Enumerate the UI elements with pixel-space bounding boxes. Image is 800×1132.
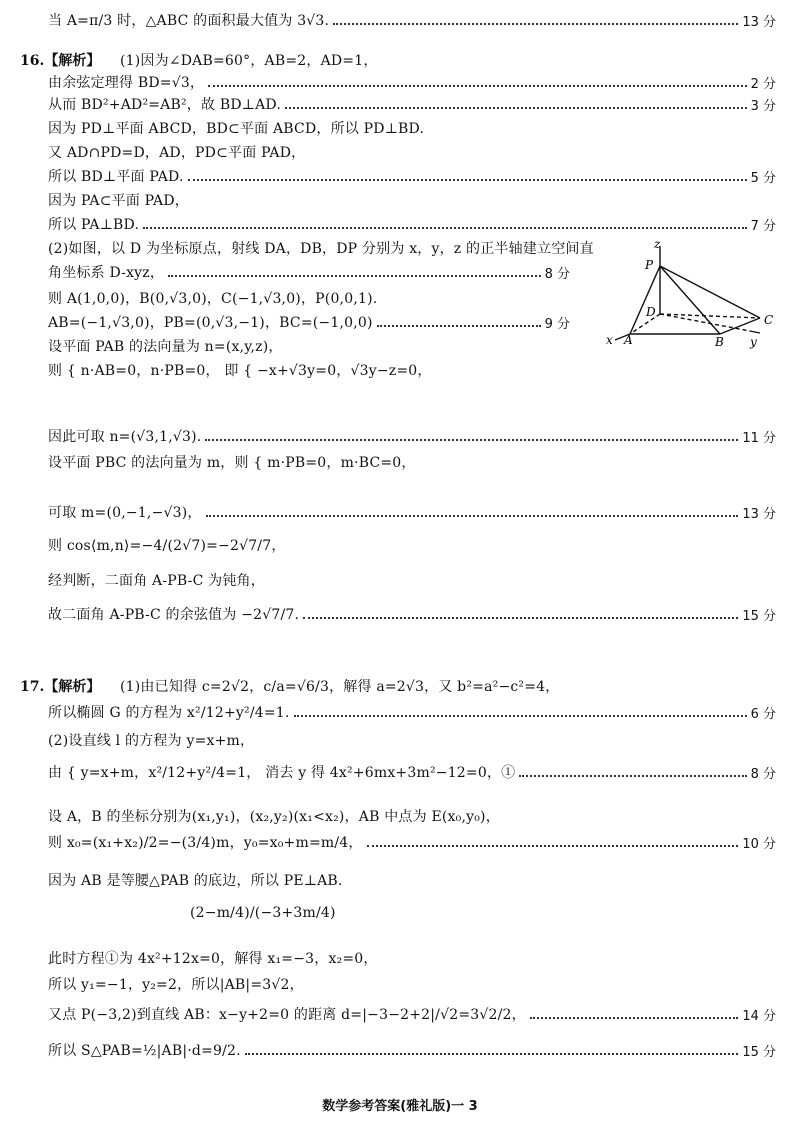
solution-line-text: 因为 AB 是等腰△PAB 的底边，所以 PE⊥AB. xyxy=(48,873,343,889)
solution-line xyxy=(120,676,776,696)
dotted-leader xyxy=(143,227,746,229)
problem-17-number: 17.【解析】 xyxy=(20,679,101,695)
edge-PC xyxy=(660,266,760,318)
figure-label-z: z xyxy=(654,237,661,251)
figure-label-A: A xyxy=(624,333,633,347)
score-label: 15 分 xyxy=(742,608,776,624)
score-label: 9 分 xyxy=(544,316,570,332)
solution-line-text: 设 A，B 的坐标分别为(x₁,y₁)，(x₂,y₂)(x₁<x₂)，AB 中点为 E(x₀,y₀)， xyxy=(48,809,500,825)
score-label: 7 分 xyxy=(750,218,776,234)
solution-line xyxy=(48,118,776,138)
solution-line-text: 由余弦定理得 BD=√3， xyxy=(48,75,205,91)
solution-line-text: 由 { y=x+m，x²/12+y²/4=1， 消去 y 得 4x²+6mx+3m²−12=0，① xyxy=(48,765,516,781)
solution-line-text: (2)如图，以 D 为坐标原点，射线 DA，DB，DP 分别为 x，y，z 的正半轴建立空间直 xyxy=(48,241,594,257)
dotted-leader xyxy=(168,275,541,277)
score-label: 15 分 xyxy=(742,1044,776,1060)
solution-line-text: AB=(−1,√3,0)，PB=(0,√3,−1)，BC=(−1,0,0) xyxy=(48,315,373,331)
solution-line-text: (1)由已知得 c=2√2，c/a=√6/3，解得 a=2√3，又 b²=a²−c²=4， xyxy=(120,679,560,695)
solution-line-text: 所以 y₁=−1，y₂=2，所以|AB|=3√2， xyxy=(48,977,304,993)
figure-label-D: D xyxy=(646,305,656,319)
solution-line xyxy=(48,190,776,210)
solution-line-text: 所以 S△PAB=½|AB|·d=9/2. xyxy=(48,1043,241,1059)
solution-line-text: 因为 PD⊥平面 ABCD，BD⊂平面 ABCD，所以 PD⊥BD. xyxy=(48,121,425,137)
dotted-leader xyxy=(245,1053,739,1055)
solution-line-text: 又点 P(−3,2)到直线 AB：x−y+2=0 的距离 d=|−3−2+2|/√2=3√2/2， xyxy=(48,1007,526,1023)
score-label: 8 分 xyxy=(544,266,570,282)
dotted-leader xyxy=(303,617,738,619)
solution-line xyxy=(48,832,776,852)
dotted-leader xyxy=(285,107,747,109)
solution-line xyxy=(48,762,776,782)
score-label: 14 分 xyxy=(742,1008,776,1024)
solution-line-text: 设平面 PAB 的法向量为 n=(x,y,z)， xyxy=(48,339,283,355)
solution-line xyxy=(48,360,776,380)
solution-line-text: 所以 PA⊥BD. xyxy=(48,217,140,233)
dotted-leader xyxy=(530,1017,738,1019)
solution-line xyxy=(48,452,776,472)
solution-line xyxy=(48,1040,776,1060)
score-label: 6 分 xyxy=(750,706,776,722)
solution-line xyxy=(48,570,776,590)
score-label: 3 分 xyxy=(750,98,776,114)
solution-line-text: 所以 BD⊥平面 PAD. xyxy=(48,169,184,185)
solution-line-text: 角坐标系 D-xyz， xyxy=(48,265,165,281)
score-label: 5 分 xyxy=(750,170,776,186)
solution-line-text: 则 cos⟨m,n⟩=−4/(2√7)=−2√7/7， xyxy=(48,538,286,554)
score-label: 11 分 xyxy=(742,430,776,446)
solution-line-text: 从而 BD²+AD²=AB²，故 BD⊥AD. xyxy=(48,97,282,113)
solution-line-text: 则 A(1,0,0)，B(0,√3,0)，C(−1,√3,0)，P(0,0,1). xyxy=(48,291,378,307)
figure-label-C: C xyxy=(764,313,774,327)
score-label: 10 分 xyxy=(742,836,776,852)
solution-line xyxy=(190,905,776,921)
dotted-leader xyxy=(188,179,747,181)
solution-line xyxy=(48,10,776,30)
solution-line-text: 所以椭圆 G 的方程为 x²/12+y²/4=1. xyxy=(48,705,290,721)
dotted-leader xyxy=(208,85,746,87)
solution-line-text: 又 AD∩PD=D，AD，PD⊂平面 PAD， xyxy=(48,145,306,161)
solution-line xyxy=(48,948,776,968)
score-label: 13 分 xyxy=(742,506,776,522)
solution-line-text: 因此可取 n=(√3,1,√3). xyxy=(48,429,202,445)
solution-line xyxy=(120,50,776,70)
solution-line xyxy=(48,870,776,890)
solution-line-text: 则 x₀=(x₁+x₂)/2=−(3/4)m，y₀=x₀+m=m/4， xyxy=(48,835,363,851)
solution-line-text: 当 A=π/3 时，△ABC 的面积最大值为 3√3. xyxy=(48,13,330,29)
solution-line xyxy=(48,312,570,332)
solution-line-text: (2)设直线 l 的方程为 y=x+m， xyxy=(48,733,255,749)
score-label: 2 分 xyxy=(750,76,776,92)
solution-line xyxy=(48,336,570,356)
y-axis xyxy=(750,331,760,333)
solution-line-text: 则 { n·AB=0，n·PB=0， 即 { −x+√3y=0，√3y−z=0， xyxy=(48,363,432,379)
solution-line xyxy=(48,604,776,624)
solution-line-text: (2−m/4)/(−3+3m/4) xyxy=(190,905,336,921)
solution-line-text: 设平面 PBC 的法向量为 m，则 { m·PB=0，m·BC=0， xyxy=(48,455,416,471)
solution-line xyxy=(48,288,570,308)
solution-line xyxy=(48,535,776,555)
solution-line xyxy=(48,806,776,826)
dotted-leader xyxy=(206,515,739,517)
solution-line xyxy=(48,730,776,750)
figure-label-B: B xyxy=(715,335,724,349)
page-footer: 数学参考答案(雅礼版)一 3 xyxy=(322,1099,478,1114)
score-label: 13 分 xyxy=(742,14,776,30)
solution-line xyxy=(48,974,776,994)
solution-line-text: 经判断，二面角 A-PB-C 为钝角， xyxy=(48,573,265,589)
solution-line xyxy=(48,72,776,92)
solution-line-text: (1)因为∠DAB=60°，AB=2，AD=1， xyxy=(120,53,378,69)
solution-line xyxy=(48,426,776,446)
solution-line xyxy=(48,166,776,186)
solution-line xyxy=(48,502,776,522)
score-label: 8 分 xyxy=(750,766,776,782)
edge-PB xyxy=(660,266,720,334)
figure-label-P: P xyxy=(645,258,654,272)
dotted-leader xyxy=(377,325,541,327)
dotted-leader xyxy=(367,845,739,847)
dotted-leader xyxy=(519,775,746,777)
problem-16-number: 16.【解析】 xyxy=(20,53,101,69)
coordinate-figure xyxy=(600,236,790,351)
solution-line xyxy=(48,238,594,258)
solution-line xyxy=(48,262,570,282)
solution-line xyxy=(48,702,776,722)
solution-line-text: 此时方程①为 4x²+12x=0，解得 x₁=−3，x₂=0， xyxy=(48,951,378,967)
solution-line xyxy=(48,94,776,114)
solution-line-text: 故二面角 A-PB-C 的余弦值为 −2√7/7. xyxy=(48,607,300,623)
solution-line-text: 因为 PA⊂平面 PAD， xyxy=(48,193,189,209)
dotted-leader xyxy=(333,23,738,25)
dotted-leader xyxy=(294,715,747,717)
solution-line-text: 可取 m=(0,−1,−√3)， xyxy=(48,505,202,521)
solution-line xyxy=(48,142,776,162)
figure-label-y: y xyxy=(750,335,757,349)
solution-line xyxy=(48,214,776,234)
dotted-leader xyxy=(205,439,738,441)
solution-line xyxy=(48,1004,776,1024)
figure-label-x: x xyxy=(606,333,613,347)
